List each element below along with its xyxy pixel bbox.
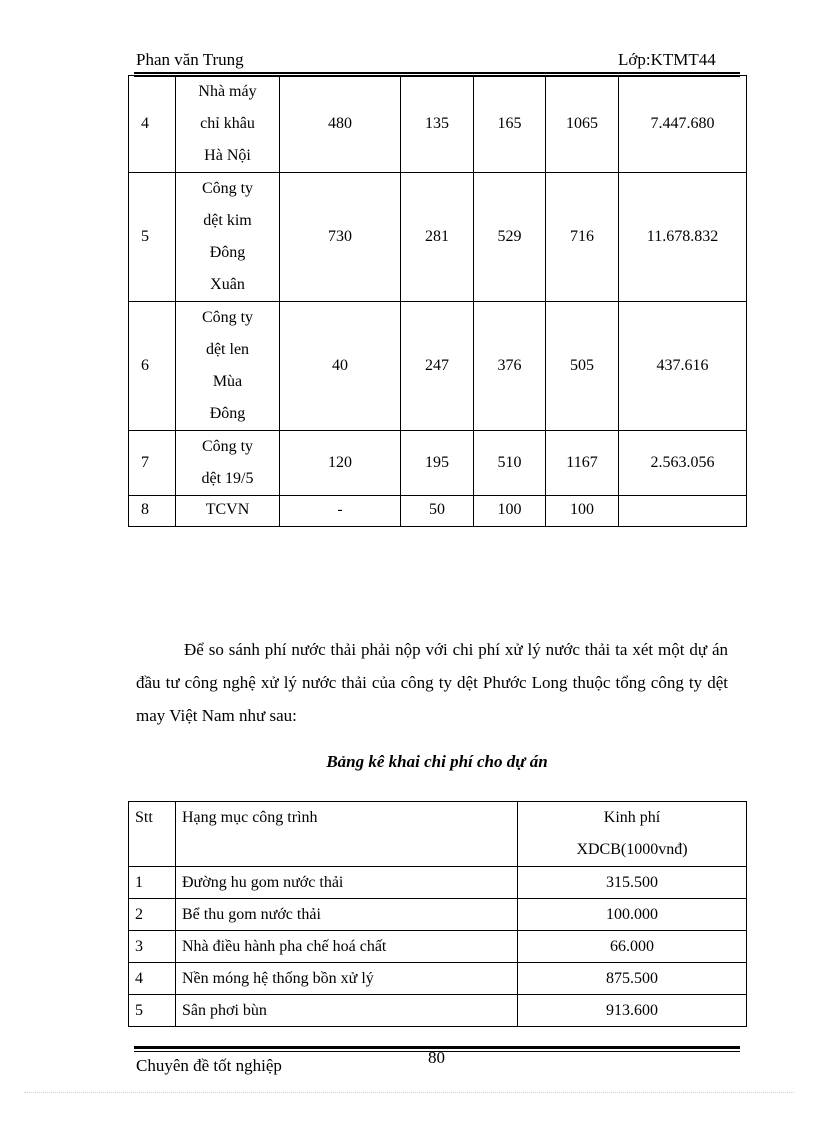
row-value-1: 120 (280, 431, 401, 496)
pollution-data-table (128, 75, 747, 527)
row-value-4: 505 (546, 302, 619, 431)
row-company-name (176, 76, 280, 173)
footer-title: Chuyên đề tốt nghiệp (136, 1056, 282, 1075)
row-stt: 4 (129, 963, 176, 995)
row-fee: 2.563.056 (619, 431, 747, 496)
row-value-1: 40 (280, 302, 401, 431)
intro-paragraph-text: Để so sánh phí nước thải phải nộp với chi phí xử lý nước thải ta xét một dự án đầu tư công nghệ xử lý nước thải của công ty dệt Phước Long thuộc tổng công ty dệt may Việt Nam như sau: (136, 640, 728, 725)
row-fee: 11.678.832 (619, 173, 747, 302)
row-value-1: 480 (280, 76, 401, 173)
row-value-3: 100 (474, 496, 546, 527)
row-value-3: 510 (474, 431, 546, 496)
table-caption: Bảng kê khai chi phí cho dự án (326, 752, 548, 771)
row-value-3: 165 (474, 76, 546, 173)
page-edge-dotted-line (24, 1092, 794, 1093)
row-value-2: 50 (401, 496, 474, 527)
header-rule (134, 72, 740, 74)
company-name-line: Công ty (201, 309, 254, 326)
company-name-line: Đông (209, 244, 246, 261)
row-fee: 437.616 (619, 302, 747, 431)
company-name-line: dệt len (205, 341, 250, 358)
intro-paragraph (136, 633, 728, 732)
row-item: Nền móng hệ thống bồn xử lý (176, 963, 518, 995)
row-cost: 913.600 (518, 995, 747, 1027)
header-cost-line1: Kinh phí (603, 809, 661, 826)
company-name-line: Công ty (201, 438, 254, 455)
row-stt: 5 (129, 995, 176, 1027)
row-stt: 1 (129, 867, 176, 899)
row-cost: 315.500 (518, 867, 747, 899)
row-value-3: 376 (474, 302, 546, 431)
company-name-line: Mùa (212, 373, 243, 390)
row-item: Nhà điều hành pha chế hoá chất (176, 931, 518, 963)
company-name-line: Xuân (210, 276, 245, 293)
company-name-line: dệt 19/5 (201, 470, 254, 487)
company-name-line: Công ty (201, 180, 254, 197)
table-row (129, 995, 747, 1027)
table-row (129, 76, 747, 173)
row-cost: 875.500 (518, 963, 747, 995)
project-cost-table (128, 801, 747, 1027)
row-stt: 8 (129, 496, 176, 527)
table-row (129, 173, 747, 302)
row-value-2: 247 (401, 302, 474, 431)
row-value-2: 281 (401, 173, 474, 302)
company-name-line: dệt kim (203, 212, 252, 229)
row-fee: 7.447.680 (619, 76, 747, 173)
row-item: Đường hu gom nước thải (176, 867, 518, 899)
row-value-1: - (280, 496, 401, 527)
header-author: Phan văn Trung (136, 50, 244, 69)
row-value-1: 730 (280, 173, 401, 302)
row-stt: 3 (129, 931, 176, 963)
row-cost: 100.000 (518, 899, 747, 931)
table-row (129, 867, 747, 899)
table-header-row (129, 802, 747, 867)
table-row (129, 302, 747, 431)
header-stt: Stt (129, 802, 176, 867)
row-stt: 4 (129, 76, 176, 173)
row-stt: 7 (129, 431, 176, 496)
row-stt: 2 (129, 899, 176, 931)
row-company-name (176, 173, 280, 302)
row-value-2: 135 (401, 76, 474, 173)
company-name-line: Đông (209, 405, 246, 422)
row-company-name (176, 302, 280, 431)
row-cost: 66.000 (518, 931, 747, 963)
row-value-4: 716 (546, 173, 619, 302)
table-row (129, 931, 747, 963)
row-stt: 6 (129, 302, 176, 431)
table-row (129, 496, 747, 527)
row-fee (619, 496, 747, 527)
header-item: Hạng mục công trình (176, 802, 518, 867)
row-company-name (176, 431, 280, 496)
row-value-4: 1167 (546, 431, 619, 496)
table-row (129, 431, 747, 496)
company-name-line: Nhà máy (198, 83, 257, 100)
table-row (129, 899, 747, 931)
company-name-line: TCVN (205, 501, 250, 518)
row-value-4: 100 (546, 496, 619, 527)
header-cost (518, 802, 747, 867)
row-company-name (176, 496, 280, 527)
row-stt: 5 (129, 173, 176, 302)
row-value-2: 195 (401, 431, 474, 496)
page-number: 80 (428, 1048, 445, 1067)
company-name-line: chỉ khâu (200, 115, 255, 132)
table-row (129, 963, 747, 995)
row-item: Sân phơi bùn (176, 995, 518, 1027)
header-cost-line2: XDCB(1000vnđ) (576, 841, 688, 858)
row-value-4: 1065 (546, 76, 619, 173)
row-item: Bể thu gom nước thải (176, 899, 518, 931)
company-name-line: Hà Nội (204, 147, 251, 164)
header-class: Lớp:KTMT44 (618, 50, 716, 69)
row-value-3: 529 (474, 173, 546, 302)
